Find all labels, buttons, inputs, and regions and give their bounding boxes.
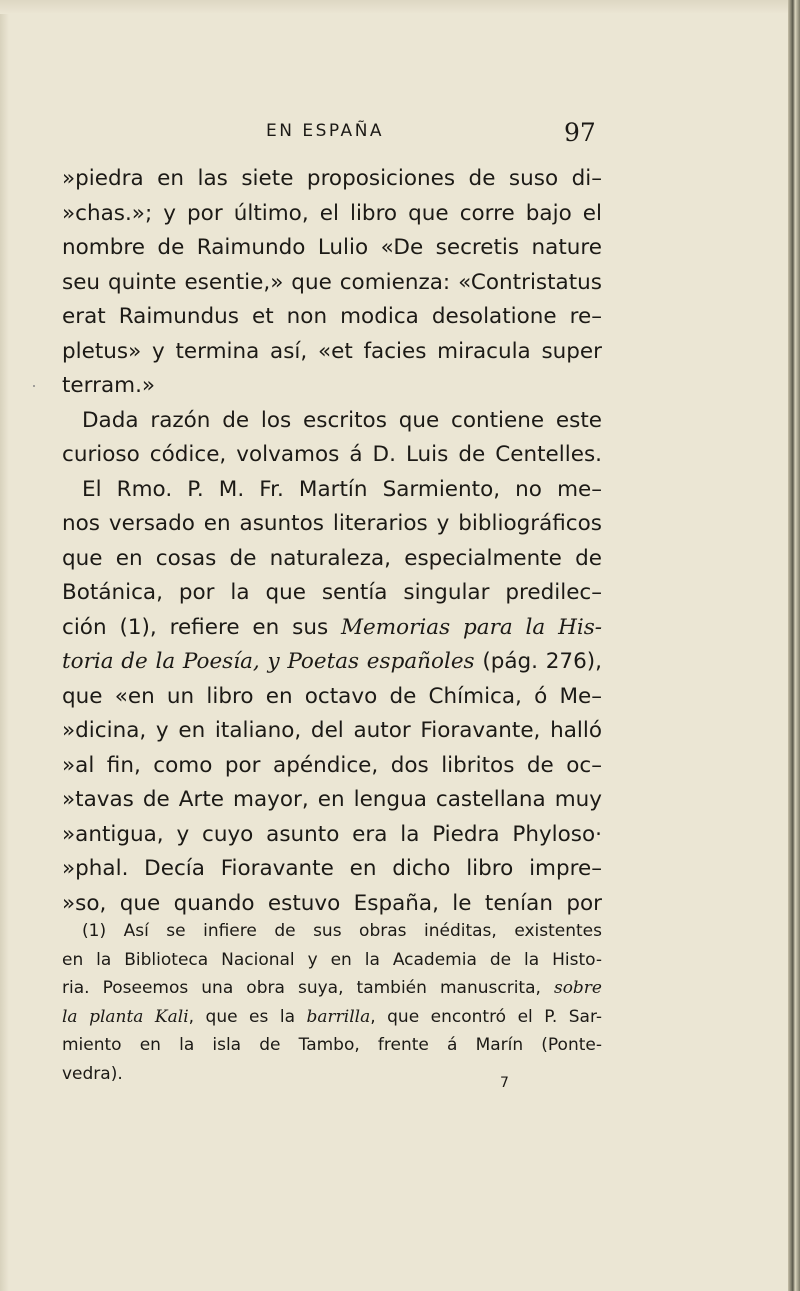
text-line: nos versado en asuntos literarios y bibliográficos — [62, 511, 602, 536]
italic-title: Memorias para la His- — [341, 614, 603, 640]
text-run: , que es la — [188, 1006, 296, 1027]
text-run: ción (1), refiere en sus — [62, 614, 329, 640]
text-line: Dada razón de los escritos que contiene este — [82, 407, 602, 433]
italic-word: sobre — [553, 978, 602, 998]
italic-word: barrilla — [306, 1006, 371, 1027]
paper-speck — [33, 385, 35, 387]
page-number: 97 — [564, 118, 596, 147]
text-run: (pág. 276), — [482, 649, 602, 674]
text-line: curioso códice, volvamos á D. Luis de Centelles. — [62, 442, 602, 467]
italic-phrase: la planta Kali — [62, 1006, 189, 1027]
text-line: »so, que quando estuvo España, le tenían por — [62, 890, 602, 916]
footnote-line — [62, 1003, 602, 1032]
text-run: , que encontró el P. Sar- — [370, 1006, 602, 1027]
text-line — [62, 645, 602, 680]
book-spine-edge — [788, 0, 800, 1291]
main-text — [62, 162, 602, 921]
footnote-line: en la Biblioteca Nacional y en la Academia de la Histo- — [62, 949, 602, 970]
text-line: »phal. Decía Fioravante en dicho libro impre– — [62, 856, 602, 881]
footnote-line — [62, 974, 602, 1003]
text-line: »chas.»; y por último, el libro que corre bajo el — [62, 200, 602, 226]
text-line: terram.» — [62, 373, 156, 398]
text-line: erat Raimundus et non modica desolatione re– — [62, 304, 602, 329]
footnote-line: (1) Así se infiere de sus obras inéditas, existentes — [82, 921, 602, 941]
text-line: »antigua, y cuyo asunto era la Piedra Phyloso· — [62, 821, 602, 847]
text-line: Botánica, por la que sentía singular predilec– — [62, 580, 602, 605]
text-run: ria. Poseemos una obra suya, también manuscrita, — [62, 978, 541, 998]
text-line: El Rmo. P. M. Fr. Martín Sarmiento, no me– — [82, 476, 602, 502]
page-header — [0, 118, 800, 158]
text-line: »tavas de Arte mayor, en lengua castellana muy — [62, 787, 602, 812]
footnote — [62, 917, 602, 1088]
page-left-edge — [0, 0, 9, 1291]
text-line: que en cosas de naturaleza, especialmente de — [62, 545, 602, 571]
text-line: pletus» y termina así, «et facies miracula super — [62, 338, 602, 364]
signature-mark: 7 — [500, 1075, 509, 1091]
text-line: »al fin, como por apéndice, dos libritos de oc– — [62, 752, 602, 778]
text-line — [62, 611, 602, 646]
text-line: seu quinte esentie,» que comienza: «Contristatus — [62, 269, 602, 295]
text-line: »dicina, y en italiano, del autor Fioravante, halló — [62, 718, 602, 743]
text-line: que «en un libro en octavo de Chímica, ó Me– — [62, 683, 602, 709]
page-top-edge — [0, 0, 800, 14]
footnote-line: miento en la isla de Tambo, frente á Marín (Ponte- — [62, 1035, 602, 1055]
text-line: »piedra en las siete proposiciones de suso di– — [62, 166, 602, 191]
text-line: nombre de Raimundo Lulio «De secretis nature — [62, 235, 602, 260]
footnote-line: vedra). — [62, 1063, 123, 1084]
running-head: EN ESPAÑA — [266, 121, 385, 141]
italic-title: toria de la Poesía, y Poetas españoles — [62, 649, 475, 674]
